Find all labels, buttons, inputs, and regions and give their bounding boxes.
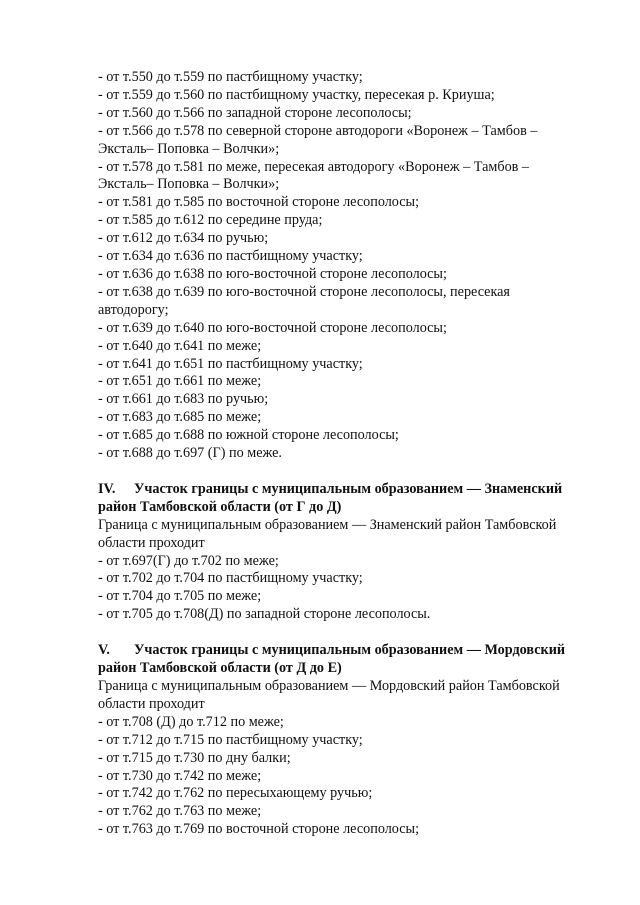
section-iv-intro-line1: Граница с муниципальным образованием — Знаменский район Тамбовской bbox=[98, 516, 557, 533]
section-iv-intro-line2: области проходит bbox=[98, 534, 205, 551]
boundary-item-continuation: Эксталь– Поповка – Волчки»; bbox=[98, 176, 280, 193]
boundary-item: - от т.566 до т.578 по северной стороне автодороги «Воронеж – Тамбов – bbox=[98, 122, 538, 139]
section-v-intro-line1: Граница с муниципальным образованием — Мордовский район Тамбовской bbox=[98, 678, 560, 694]
boundary-item: - от т.730 до т.742 по меже; bbox=[98, 767, 262, 784]
boundary-item: - от т.651 до т.661 по меже; bbox=[98, 373, 262, 390]
boundary-item: - от т.704 до т.705 по меже; bbox=[98, 588, 262, 605]
boundary-item: - от т.639 до т.640 по юго-восточной стороне лесополосы; bbox=[98, 319, 447, 336]
section-iv-number: IV. bbox=[98, 480, 116, 497]
boundary-item: - от т.641 до т.651 по пастбищному участку; bbox=[98, 355, 363, 372]
boundary-item: - от т.763 до т.769 по восточной стороне лесополосы; bbox=[98, 821, 420, 838]
boundary-item: - от т.702 до т.704 по пастбищному участку; bbox=[98, 570, 363, 587]
boundary-item-continuation: автодорогу; bbox=[98, 301, 169, 318]
boundary-item: - от т.685 до т.688 по южной стороне лесополосы; bbox=[98, 427, 399, 444]
boundary-item: - от т.683 до т.685 по меже; bbox=[98, 409, 262, 426]
section-iv bbox=[98, 481, 602, 624]
section-iv-heading bbox=[98, 481, 602, 499]
boundary-item: - от т.705 до т.708(Д) по западной стороне лесополосы. bbox=[98, 606, 431, 623]
boundary-item: - от т.559 до т.560 по пастбищному участку, пересекая р. Криуша; bbox=[98, 86, 495, 103]
boundary-item: - от т.715 до т.730 по дну балки; bbox=[98, 749, 291, 766]
boundary-item: - от т.742 до т.762 по пересыхающему ручью; bbox=[98, 785, 373, 802]
boundary-item: - от т.612 до т.634 по ручью; bbox=[98, 230, 269, 247]
boundary-item: - от т.560 до т.566 по западной стороне лесополосы; bbox=[98, 104, 412, 121]
boundary-item: - от т.661 до т.683 по ручью; bbox=[98, 391, 269, 408]
boundary-item: - от т.688 до т.697 (Г) по меже. bbox=[98, 445, 282, 462]
section-v-intro-line2: области проходит bbox=[98, 695, 205, 712]
boundary-item: - от т.578 до т.581 по меже, пересекая автодорогу «Воронеж – Тамбов – bbox=[98, 158, 530, 175]
boundary-item-continuation: Эксталь– Поповка – Волчки»; bbox=[98, 140, 280, 157]
boundary-item: - от т.585 до т.612 по середине пруда; bbox=[98, 212, 323, 229]
section-v-title-line2: район Тамбовской области (от Д до Е) bbox=[98, 660, 342, 677]
section-iv-title-line1: Участок границы с муниципальным образованием — Знаменский bbox=[134, 480, 563, 497]
boundary-list-section-3-continued bbox=[98, 69, 602, 463]
section-v-title-line1: Участок границы с муниципальным образованием — Мордовский bbox=[134, 642, 566, 659]
boundary-item: - от т.712 до т.715 по пастбищному участку; bbox=[98, 731, 363, 748]
boundary-item: - от т.640 до т.641 по меже; bbox=[98, 337, 262, 354]
boundary-item: - от т.634 до т.636 по пастбищному участку; bbox=[98, 248, 363, 265]
section-v-number: V. bbox=[98, 642, 110, 659]
boundary-item: - от т.638 до т.639 по юго-восточной стороне лесополосы, пересекая bbox=[98, 283, 510, 300]
boundary-item: - от т.581 до т.585 по восточной стороне лесополосы; bbox=[98, 194, 420, 211]
boundary-item: - от т.708 (Д) до т.712 по меже; bbox=[98, 713, 284, 730]
section-v-heading bbox=[98, 642, 602, 660]
section-v bbox=[98, 642, 602, 839]
section-iv-title-line2: район Тамбовской области (от Г до Д) bbox=[98, 498, 342, 515]
boundary-item: - от т.697(Г) до т.702 по меже; bbox=[98, 552, 279, 569]
boundary-item: - от т.550 до т.559 по пастбищному участку; bbox=[98, 69, 363, 85]
boundary-item: - от т.762 до т.763 по меже; bbox=[98, 803, 262, 820]
boundary-item: - от т.636 до т.638 по юго-восточной стороне лесополосы; bbox=[98, 265, 447, 282]
